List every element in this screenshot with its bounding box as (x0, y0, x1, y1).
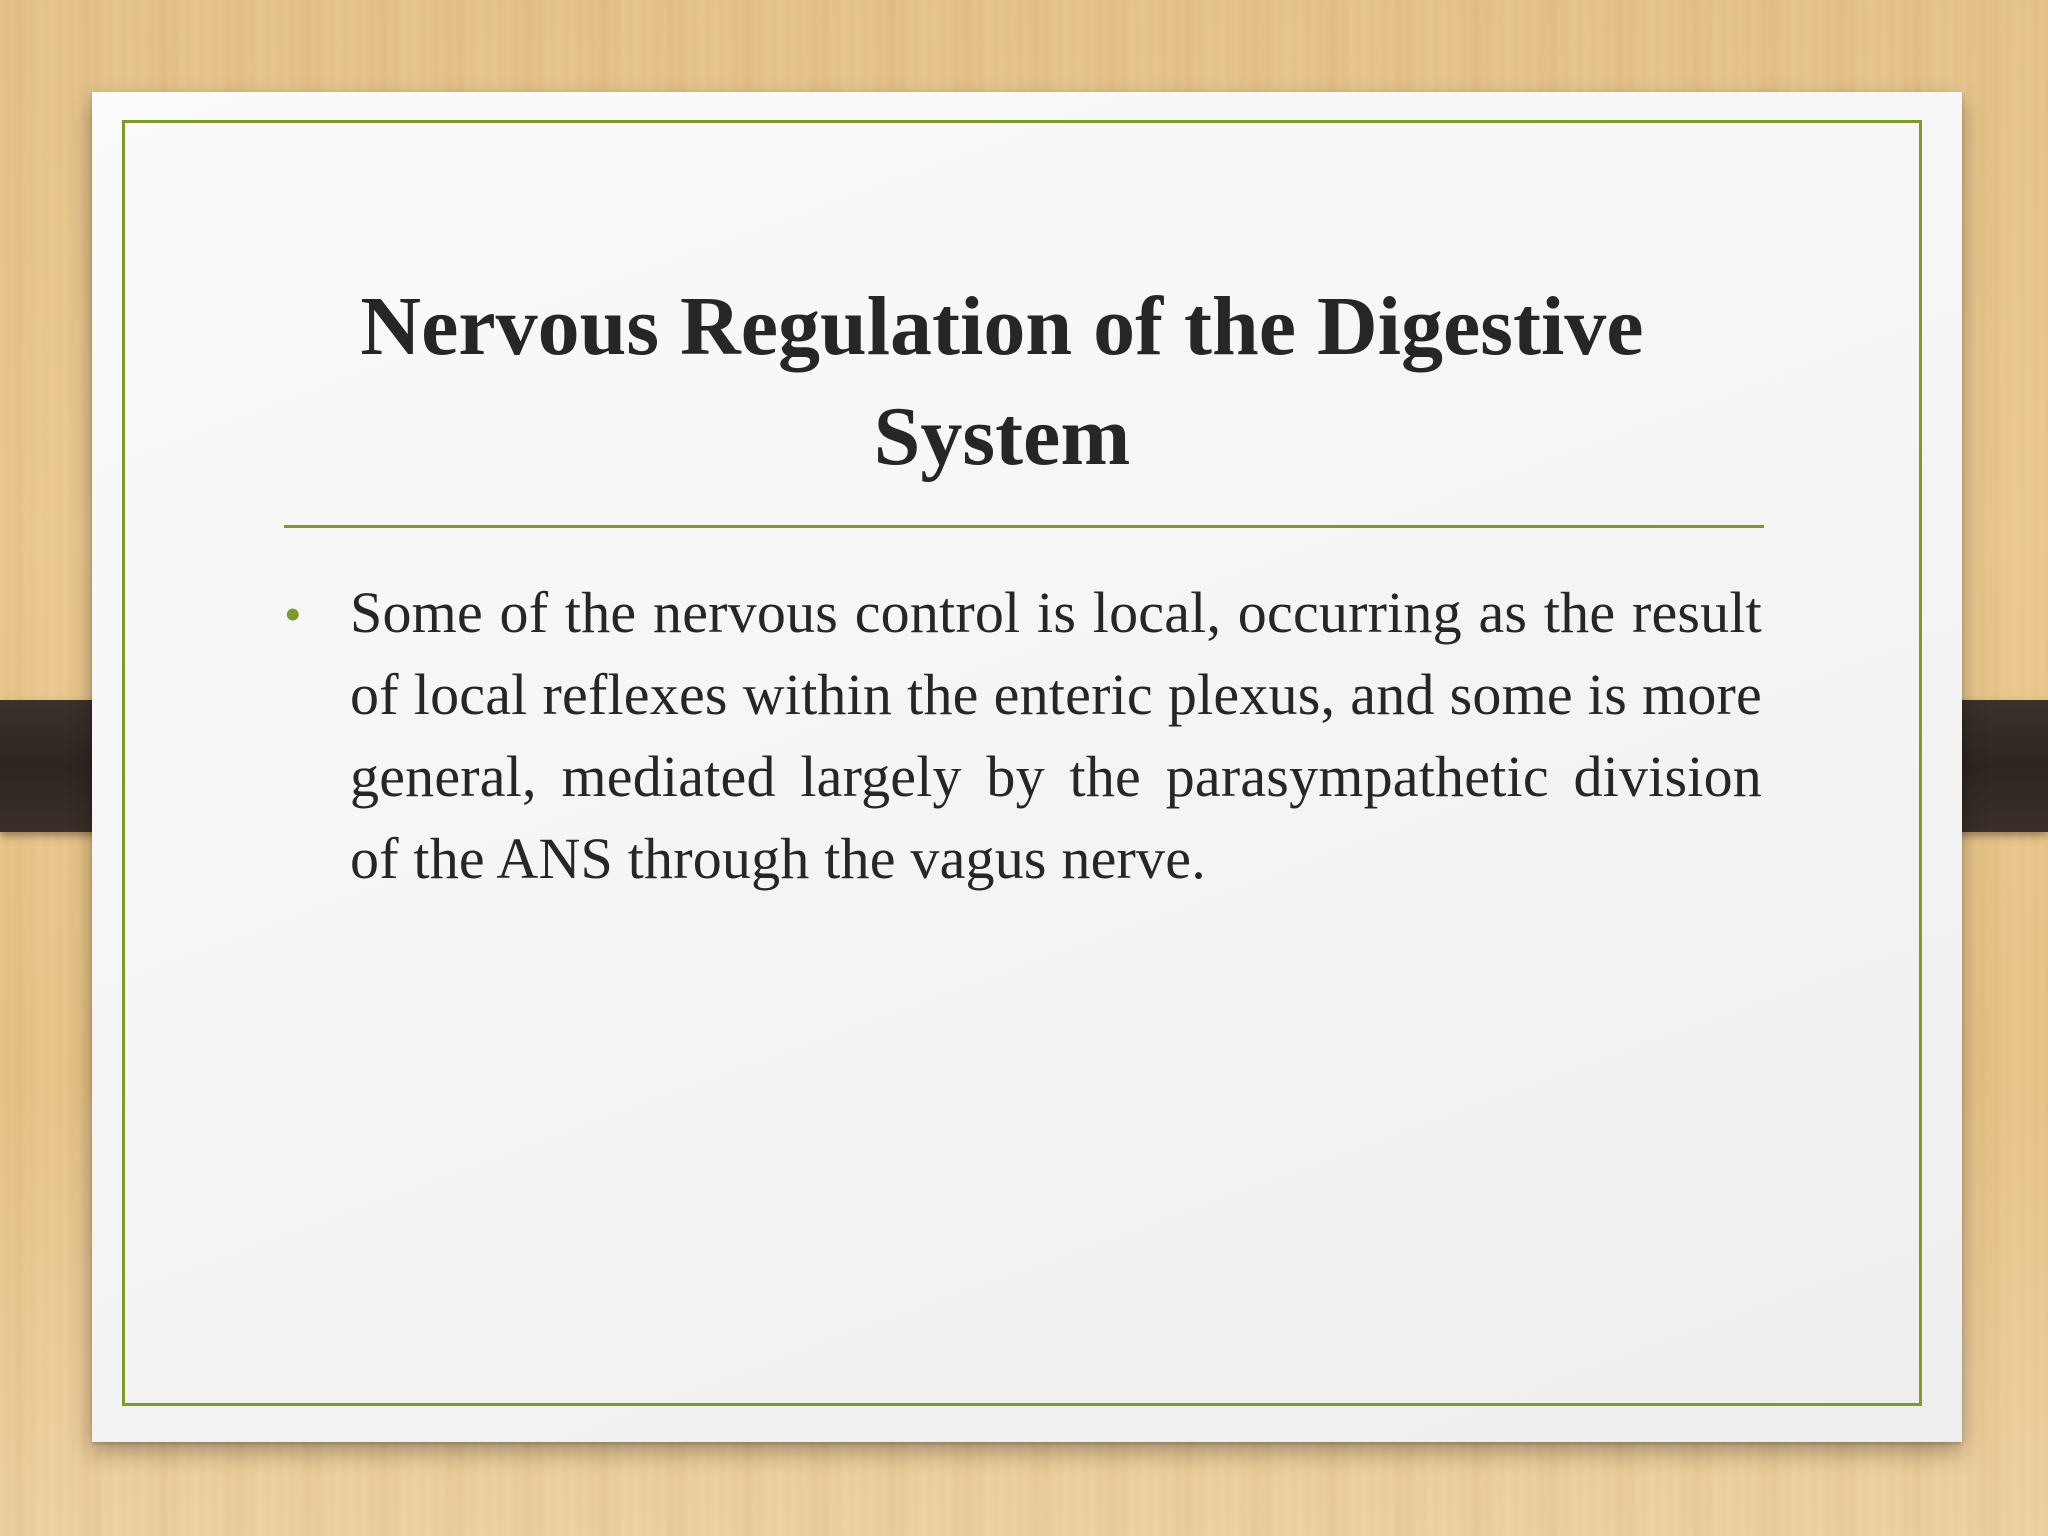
slide-title: Nervous Regulation of the Digestive System (360, 280, 1644, 483)
bullet-marker-icon: • (284, 586, 302, 642)
bullet-item (284, 572, 1762, 900)
bullet-text: Some of the nervous control is local, occurring as the result of local reflexes within the enteric plexus, and some is more general, mediated largely by the parasympathetic division of the ANS through the vagus nerve. (350, 580, 1762, 891)
slide-content (284, 572, 1762, 900)
title-divider (284, 525, 1764, 528)
slide-card (92, 92, 1962, 1442)
